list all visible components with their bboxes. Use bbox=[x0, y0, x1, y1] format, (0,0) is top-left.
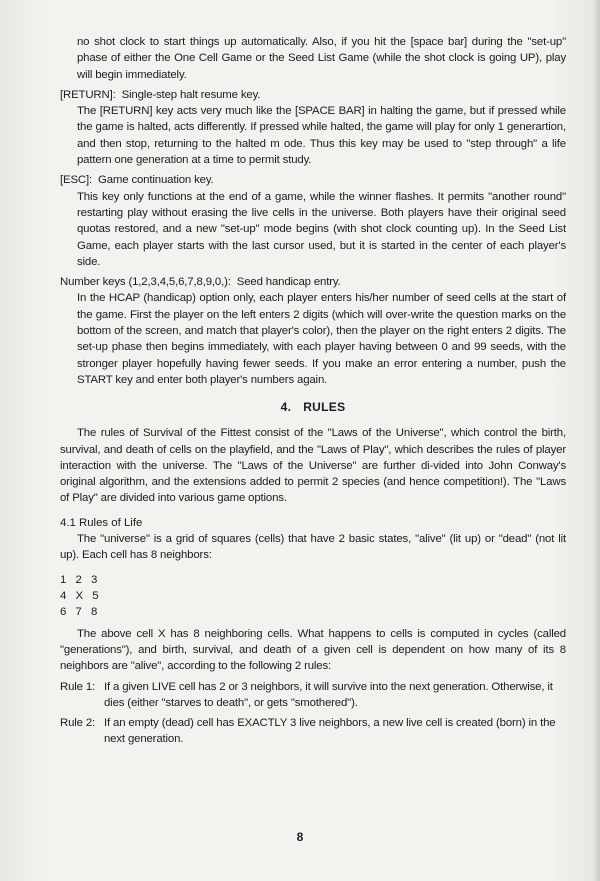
neighbor-grid-row: 6 7 8 bbox=[60, 605, 101, 618]
return-key-term: [RETURN]: bbox=[60, 88, 116, 101]
number-keys-entry bbox=[60, 274, 566, 290]
universe-paragraph: The "universe" is a grid of squares (cells) that have 2 basic states, "alive" (lit up) or "dead" (not lit up). Each cell has 8 neighbors: bbox=[60, 533, 566, 562]
esc-key-entry bbox=[60, 172, 566, 188]
esc-key-title: Game continuation key. bbox=[98, 174, 214, 187]
number-keys-term: Number keys (1,2,3,4,5,6,7,8,9,0,): bbox=[60, 276, 231, 289]
number-keys-description: In the HCAP (handicap) option only, each player enters his/her number of seed cells at the start of the game. First the player on the left enters 2 digits (which will over-write the question marks on the bottom of the screen, and match that player's color), then the player on the right enters 2 digits. The set-up phase then begins immediately, with each player having between 0 and 99 seeds, with the stronger player hopefully having fewer seeds. If you make an error entering a number, push the START key and enter both player's numbers again. bbox=[77, 292, 566, 386]
return-key-entry bbox=[60, 87, 566, 103]
generations-paragraph: The above cell X has 8 neighboring cells. What happens to cells is computed in cycles (called "generations"), and birth, survival, and death of a given cell is dependent on how many of its 8 neighbors are "alive", according to the following 2 rules: bbox=[60, 627, 566, 673]
page-edge-shadow bbox=[592, 0, 600, 881]
rule-1-text: If a given LIVE cell has 2 or 3 neighbors, it will survive into the next generation. Otherwise, it dies (either "starves to death", or gets "smothered"). bbox=[104, 680, 553, 709]
rules-intro-paragraph: The rules of Survival of the Fittest consist of the "Laws of the Universe", which control the birth, survival, and death of cells on the playfield, and the "Laws of Play", which describes the rules of player interaction with the universe. The "Laws of the Universe" are further di-vided into John Conway's original algorithm, and the extensions added to permit 2 species (and hence competition!). The "Laws of Play" are divided into various game options. bbox=[60, 427, 566, 505]
esc-key-term: [ESC]: bbox=[60, 174, 93, 187]
neighbor-grid-row: 4 X 5 bbox=[60, 589, 102, 602]
neighbor-grid-row: 1 2 3 bbox=[60, 573, 101, 586]
return-key-description: The [RETURN] key acts very much like the [SPACE BAR] in halting the game, but if pressed while the game is halted, acts differently. If pressed while halted, the game will play for only 1 generartion, and then stop, returning to the halted m ode. Thus this key may be used to "step through" a life pattern one generation at a time to permit study. bbox=[77, 105, 566, 167]
esc-key-description: This key only functions at the end of a game, while the winner flashes. It permits "another round" restarting play without erasing the live cells in the universe. Both players have their original seed quotas restored, and a new "set-up" mode begins (with shot clock counting up). In the Seed List Game, each player starts with the last cursor used, but it is started in the center of each player's side. bbox=[77, 190, 566, 268]
rule-2-label: Rule 2: bbox=[60, 717, 96, 730]
section-heading bbox=[60, 399, 566, 415]
subsection-title: 4.1 Rules of Life bbox=[60, 516, 143, 529]
neighbor-grid bbox=[60, 572, 566, 620]
intro-paragraph: no shot clock to start things up automatically. Also, if you hit the [space bar] during the "set-up" phase of either the One Cell Game or the Seed List Game (while the shot clock is going UP), play will begin immediately. bbox=[77, 36, 566, 81]
number-keys-title: Seed handicap entry. bbox=[236, 276, 341, 289]
page-number: 8 bbox=[296, 830, 304, 844]
rule-2 bbox=[60, 715, 566, 748]
section-number: 4. bbox=[280, 400, 292, 415]
section-title: RULES bbox=[303, 400, 346, 415]
rule-2-text: If an empty (dead) cell has EXACTLY 3 live neighbors, a new live cell is created (born) in the next generation. bbox=[104, 717, 556, 746]
rule-1 bbox=[60, 679, 566, 712]
return-key-title: Single-step halt resume key. bbox=[121, 88, 261, 101]
rule-1-label: Rule 1: bbox=[60, 680, 96, 693]
